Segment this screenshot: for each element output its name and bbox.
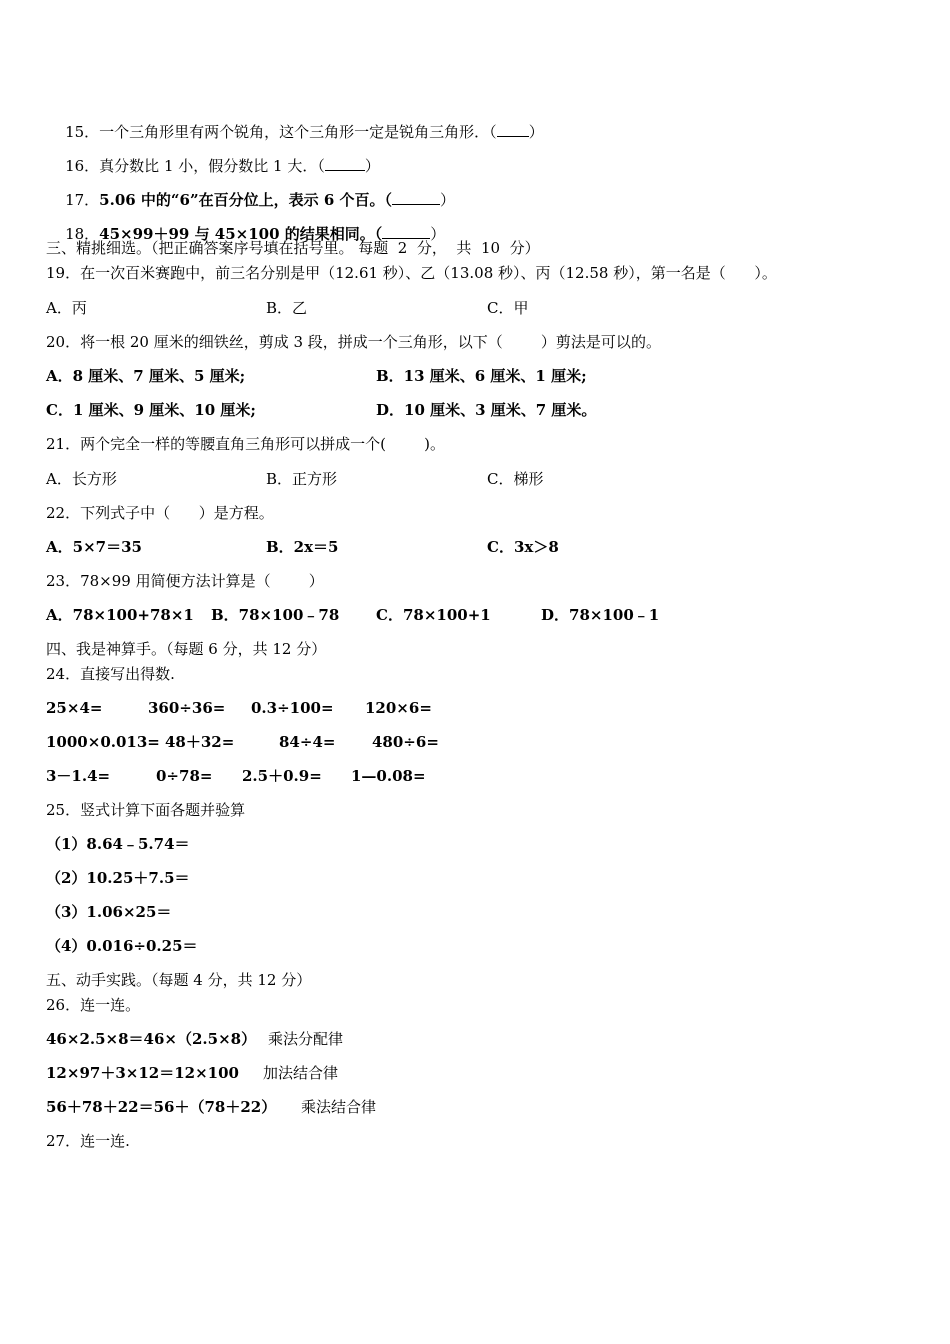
q19-option-c[interactable]: C．甲 xyxy=(487,299,529,317)
q24-item-1-1: 25×4= xyxy=(46,699,103,717)
q25-item-4: （4）0.016÷0.25＝ xyxy=(46,937,198,955)
q18-close: ） xyxy=(430,225,446,243)
q24-item-2-2: 48＋32= xyxy=(165,733,235,751)
q18-text: 45×99＋99 与 45×100 的结果相同。（ xyxy=(99,225,383,243)
q26-law-3[interactable]: 乘法结合律 xyxy=(301,1098,377,1116)
q16-text: 真分数比 1 小，假分数比 1 大．（ xyxy=(99,157,325,175)
section-3-title: 三、精挑细选。（把正确答案序号填在括号里。 每题 2 分， 共 10 分） xyxy=(46,239,540,257)
q26-expr-3[interactable]: 56＋78＋22＝56＋（78＋22） xyxy=(46,1098,277,1116)
q24-item-2-3: 84÷4= xyxy=(279,733,336,751)
question-26: 26．连一连。 xyxy=(46,996,141,1014)
q21-option-b[interactable]: B．正方形 xyxy=(266,470,338,488)
q24-item-3-1: 3－1.4= xyxy=(46,767,111,785)
q20-option-a[interactable]: A．8 厘米、7 厘米、5 厘米; xyxy=(46,367,246,385)
q17-close: ） xyxy=(440,191,456,209)
question-24: 24．直接写出得数. xyxy=(46,665,175,683)
q21-option-a[interactable]: A．长方形 xyxy=(46,470,117,488)
q23-option-c[interactable]: C．78×100+1 xyxy=(376,606,491,624)
q15-text: 一个三角形里有两个锐角，这个三角形一定是锐角三角形．（ xyxy=(99,123,497,141)
section-5-title: 五、动手实践。（每题 4 分，共 12 分） xyxy=(46,971,312,989)
q24-item-1-2: 360÷36= xyxy=(148,699,226,717)
q26-expr-2[interactable]: 12×97＋3×12＝12×100 xyxy=(46,1064,239,1082)
q21-option-c[interactable]: C．梯形 xyxy=(487,470,544,488)
q16-number: 16． xyxy=(65,157,100,175)
q15-answer-blank[interactable] xyxy=(497,122,529,137)
question-20: 20．将一根 20 厘米的细铁丝，剪成 3 段，拼成一个三角形，以下（ ）剪法是可以的。 xyxy=(46,333,661,351)
q16-close: ） xyxy=(364,157,380,175)
q24-item-1-4: 120×6= xyxy=(365,699,432,717)
question-25: 25．竖式计算下面各题并验算 xyxy=(46,801,246,819)
q23-option-a[interactable]: A．78×100+78×1 xyxy=(46,606,194,624)
q20-option-b[interactable]: B．13 厘米、6 厘米、1 厘米; xyxy=(376,367,587,385)
q22-option-c[interactable]: C．3x＞8 xyxy=(487,538,559,556)
question-22: 22．下列式子中（ ）是方程。 xyxy=(46,504,274,522)
question-27: 27．连一连. xyxy=(46,1132,130,1150)
q24-item-3-2: 0÷78= xyxy=(156,767,213,785)
q22-option-a[interactable]: A．5×7＝35 xyxy=(46,538,142,556)
q19-option-a[interactable]: A．丙 xyxy=(46,299,87,317)
q20-option-c[interactable]: C．1 厘米、9 厘米、10 厘米; xyxy=(46,401,256,419)
q24-item-3-3: 2.5＋0.9= xyxy=(242,767,322,785)
q26-law-2[interactable]: 加法结合律 xyxy=(263,1064,339,1082)
q18-number: 18． xyxy=(65,225,100,243)
q24-item-2-1: 1000×0.013= xyxy=(46,733,160,751)
q17-number: 17． xyxy=(65,191,100,209)
q20-option-d[interactable]: D．10 厘米、3 厘米、7 厘米。 xyxy=(376,401,597,419)
q18-answer-blank[interactable] xyxy=(382,224,430,239)
q25-item-1: （1）8.64﹣5.74＝ xyxy=(46,835,190,853)
q19-option-b[interactable]: B．乙 xyxy=(266,299,308,317)
q22-option-b[interactable]: B．2x＝5 xyxy=(266,538,339,556)
q25-item-3: （3）1.06×25＝ xyxy=(46,903,172,921)
q24-item-1-3: 0.3÷100= xyxy=(251,699,334,717)
question-23: 23．78×99 用简便方法计算是（ ） xyxy=(46,572,324,590)
q25-item-2: （2）10.25＋7.5＝ xyxy=(46,869,190,887)
q17-answer-blank[interactable] xyxy=(392,190,440,205)
question-21: 21．两个完全一样的等腰直角三角形可以拼成一个( )。 xyxy=(46,435,445,453)
q16-answer-blank[interactable] xyxy=(325,156,365,171)
question-19: 19．在一次百米赛跑中，前三名分别是甲（12.61 秒）、乙（13.08 秒）、丙（12.58 秒），第一名是（ ）。 xyxy=(46,264,777,282)
q17-text: 5.06 中的“6”在百分位上，表示 6 个百。（ xyxy=(99,191,393,209)
q26-expr-1[interactable]: 46×2.5×8＝46×（2.5×8） xyxy=(46,1030,257,1048)
q23-option-b[interactable]: B．78×100﹣78 xyxy=(211,606,340,624)
q26-law-1[interactable]: 乘法分配律 xyxy=(268,1030,344,1048)
q23-option-d[interactable]: D．78×100﹣1 xyxy=(541,606,660,624)
section-4-title: 四、我是神算手。（每题 6 分，共 12 分） xyxy=(46,640,327,658)
q15-number: 15． xyxy=(65,123,100,141)
q24-item-3-4: 1—0.08= xyxy=(351,767,426,785)
q24-item-2-4: 480÷6= xyxy=(372,733,439,751)
q15-close: ） xyxy=(528,123,544,141)
